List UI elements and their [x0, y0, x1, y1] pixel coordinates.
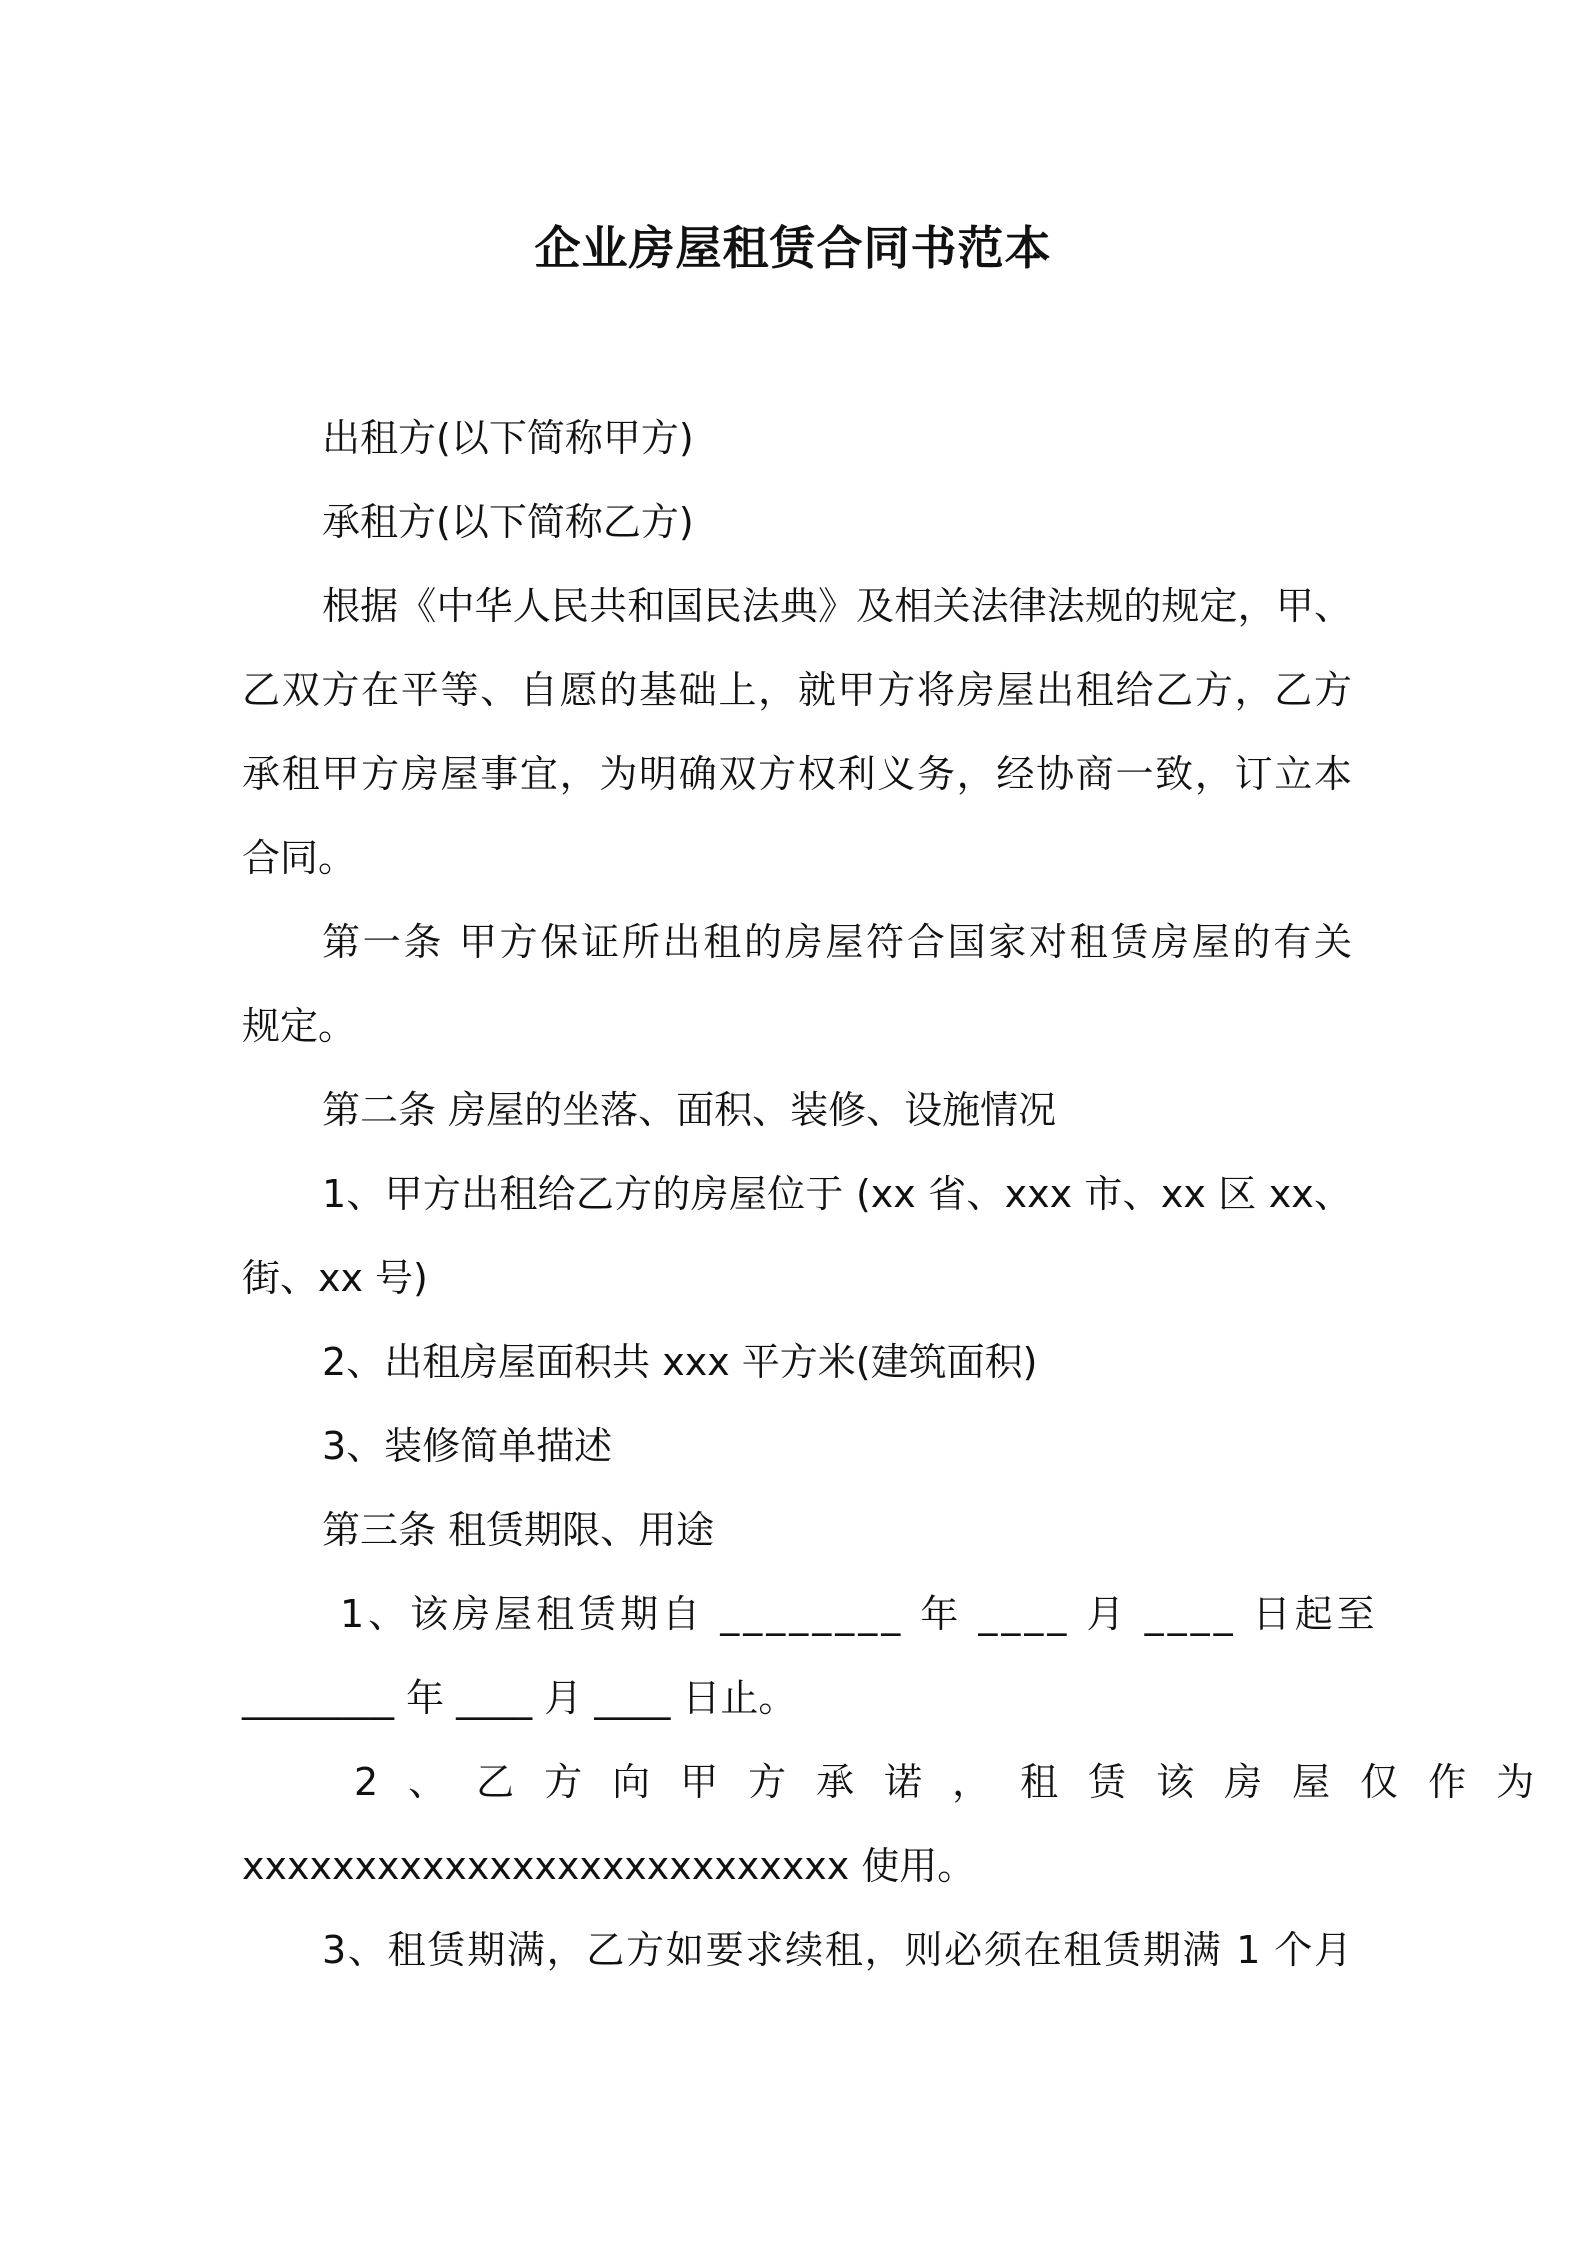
article-3-item-1-line-1: 1、该房屋租赁期自 ________ 年 ____ 月 ____ 日起至	[340, 1592, 1379, 1636]
article-2-item-2: 2、出租房屋面积共 xxx 平方米(建筑面积)	[322, 1340, 1038, 1384]
preamble-line-4: 合同。	[242, 836, 357, 880]
preamble-line-2: 乙双方在平等、自愿的基础上，就甲方将房屋出租给乙方，乙方	[242, 668, 1352, 712]
article-2-heading: 第二条 房屋的坐落、面积、装修、设施情况	[322, 1088, 1057, 1132]
preamble-line-3: 承租甲方房屋事宜，为明确双方权利义务，经协商一致，订立本	[242, 752, 1352, 796]
party-a-line: 出租方(以下简称甲方)	[322, 416, 694, 460]
article-2-item-1-line-1: 1、甲方出租给乙方的房屋位于 (xx 省、xxx 市、xx 区 xx、	[322, 1172, 1352, 1216]
article-3-item-3-line-1: 3、租赁期满，乙方如要求续租，则必须在租赁期满 1 个月	[322, 1928, 1352, 1972]
article-2-item-3: 3、装修简单描述	[322, 1424, 613, 1468]
article-1-line-2: 规定。	[242, 1004, 357, 1048]
article-3-item-2-line-1: 2、乙方向甲方承诺，租赁该房屋仅作为	[354, 1760, 1565, 1804]
document-title: 企业房屋租赁合同书范本	[534, 221, 1052, 275]
article-3-item-2-line-2: xxxxxxxxxxxxxxxxxxxxxxxxxxx 使用。	[242, 1844, 976, 1888]
article-2-item-1-line-2: 街、xx 号)	[242, 1256, 428, 1300]
article-3-item-1-line-2: ________ 年 ____ 月 ____ 日止。	[242, 1676, 797, 1720]
article-3-heading: 第三条 租赁期限、用途	[322, 1508, 715, 1552]
preamble-line-1: 根据《中华人民共和国民法典》及相关法律法规的规定，甲、	[322, 584, 1352, 628]
article-1-line-1: 第一条 甲方保证所出租的房屋符合国家对租赁房屋的有关	[322, 920, 1352, 964]
party-b-line: 承租方(以下简称乙方)	[322, 500, 694, 544]
